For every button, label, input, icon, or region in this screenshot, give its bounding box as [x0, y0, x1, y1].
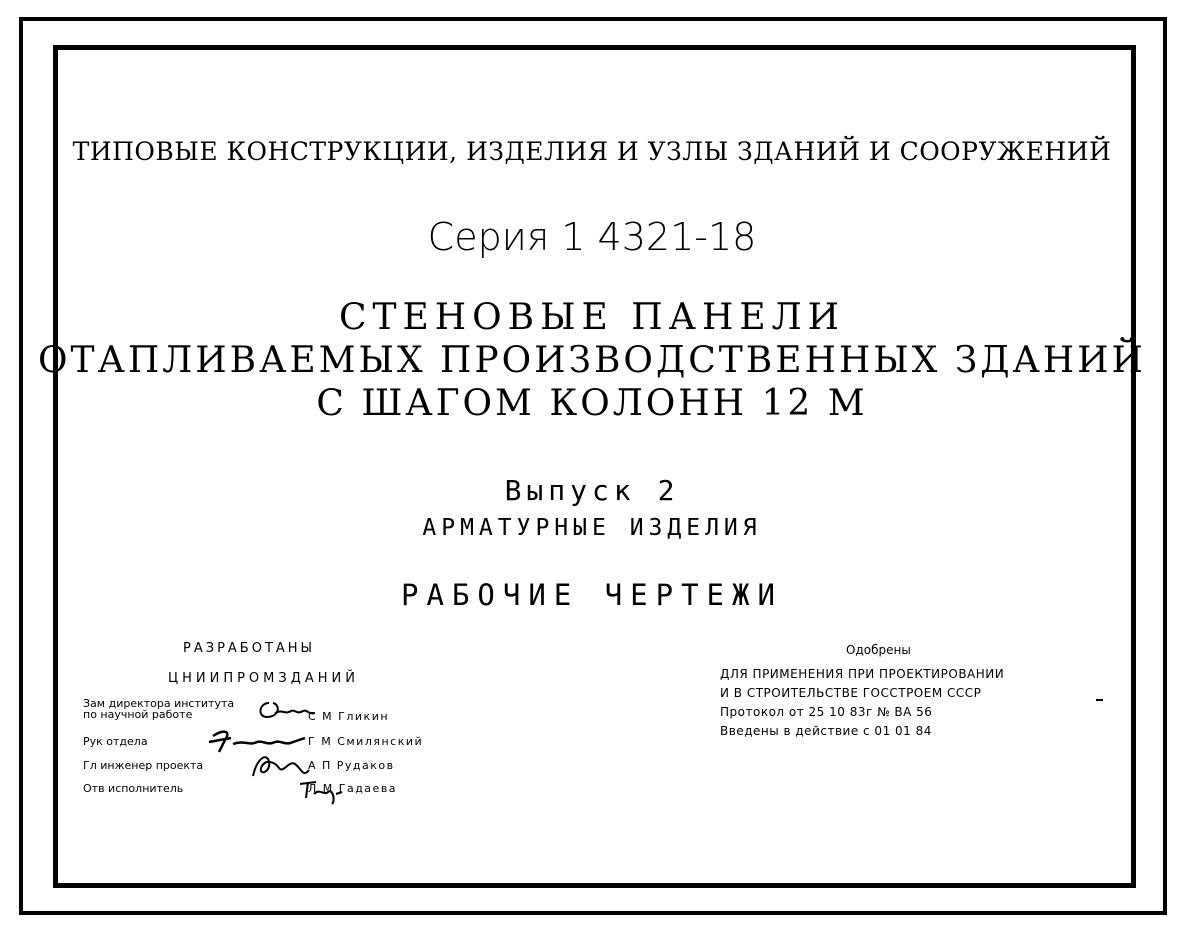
title-line-2: ОТАПЛИВАЕМЫХ ПРОИЗВОДСТВЕННЫХ ЗДАНИЙ [38, 340, 1146, 381]
signature-1 [255, 697, 315, 723]
approval-line-2: И В СТРОИТЕЛЬСТВЕ ГОССТРОЕМ СССР [720, 686, 982, 700]
staff-role-line-2: по научной работе [83, 708, 193, 721]
drawings-label: РАБОЧИЕ ЧЕРТЕЖИ [401, 578, 783, 612]
title-line-1: СТЕНОВЫЕ ПАНЕЛИ [338, 297, 846, 338]
inner-frame [53, 45, 1136, 888]
approval-line-1: ДЛЯ ПРИМЕНЕНИЯ ПРИ ПРОЕКТИРОВАНИИ [720, 667, 1005, 681]
document-header: ТИПОВЫЕ КОНСТРУКЦИИ, ИЗДЕЛИЯ И УЗЛЫ ЗДАНИЙ И СООРУЖЕНИЙ [72, 137, 1112, 166]
approval-line-3: Протокол от 25 10 83г № ВА 56 [720, 705, 933, 719]
staff-name: Л М Гадаева [308, 782, 398, 795]
approval-title: Одобрены [846, 643, 911, 657]
staff-role: Отв исполнитель [83, 782, 184, 795]
series-number: Серия 1 4321-18 [427, 215, 757, 259]
staff-role: Гл инженер проекта [83, 759, 204, 772]
staff-name: А П Рудаков [308, 759, 395, 772]
title-line-3: С ШАГОМ КОЛОНН 12 М [316, 383, 868, 424]
staff-name: С М Гликин [308, 710, 390, 723]
issue-subtitle: АРМАТУРНЫЕ ИЗДЕЛИЯ [422, 515, 762, 541]
staff-name: Г М Смилянский [308, 735, 424, 748]
issue-number: Выпуск 2 [504, 474, 680, 507]
developed-heading: РАЗРАБОТАНЫ [183, 641, 316, 656]
staff-role: Рук отдела [83, 735, 148, 748]
signature-4 [296, 778, 346, 808]
approval-lines [720, 665, 1004, 741]
margin-mark [1096, 699, 1103, 701]
approval-line-4: Введены в действие с 01 01 84 [720, 724, 932, 738]
developer-organization: ЦНИИПРОМЗДАНИЙ [168, 671, 359, 686]
staff-role-line-1: Зам директора института [83, 697, 235, 710]
